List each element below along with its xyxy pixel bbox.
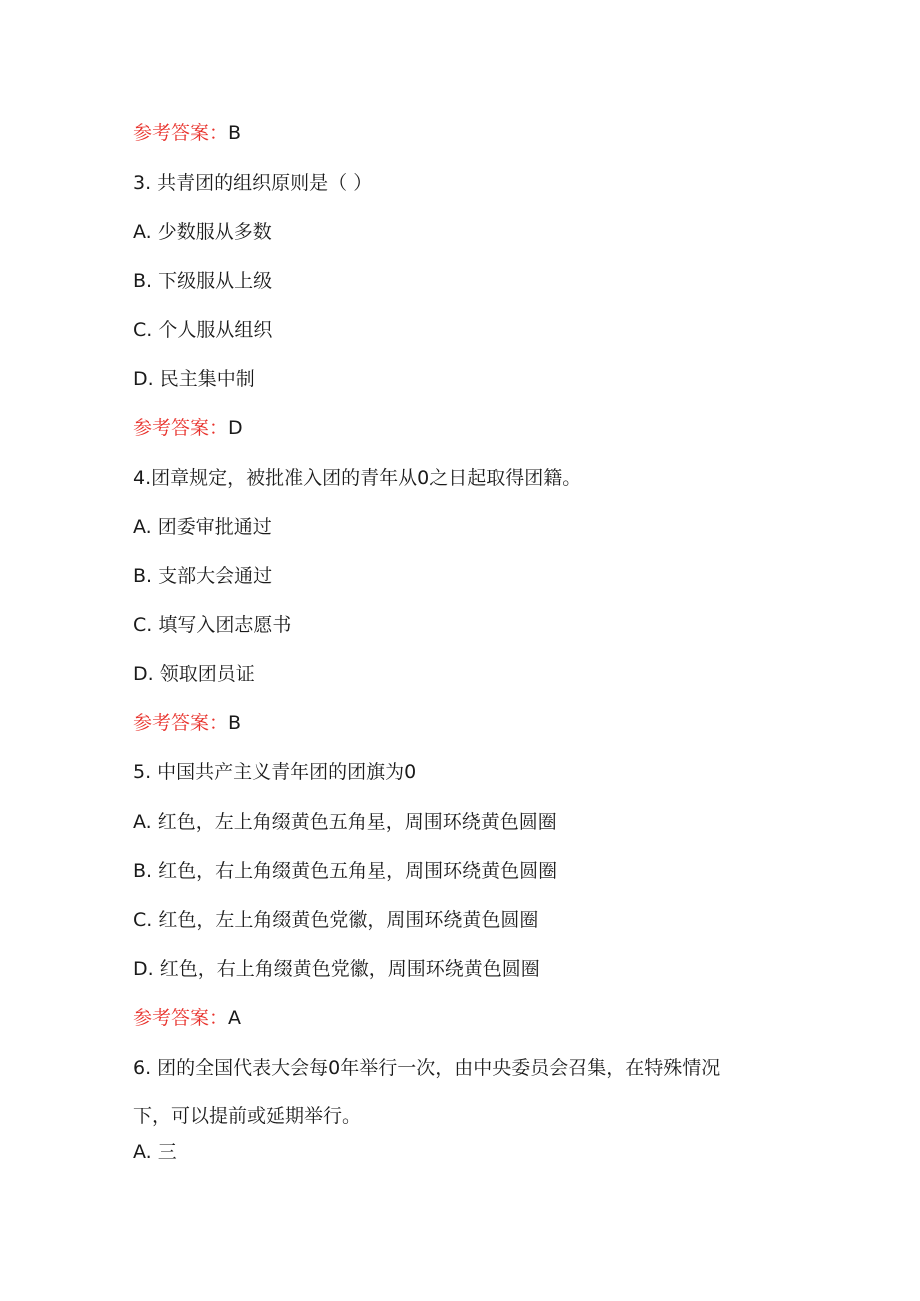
answer-label: 参考答案： [133,122,229,144]
question-stem-q6-line1: 6. 团的全国代表大会每0年举行一次，由中央委员会召集，在特殊情况 [133,1057,721,1079]
question-stem-q3: 3. 共青团的组织原则是（ ） [133,172,373,194]
answer-value: B [228,122,242,144]
answer-label: 参考答案： [133,712,229,734]
option-q5-b: B. 红色，右上角缀黄色五角星，周围环绕黄色圆圈 [133,860,558,882]
option-q5-c: C. 红色，左上角缀黄色党徽，周围环绕黄色圆圈 [133,909,539,931]
answer-value: D [228,417,243,439]
question-stem-q5: 5. 中国共产主义青年团的团旗为0 [133,761,417,783]
question-stem-q4: 4.团章规定，被批准入团的青年从0之日起取得团籍。 [133,467,582,489]
answer-value: A [228,1007,242,1029]
answer-line-q3 [133,416,243,440]
option-q3-d: D. 民主集中制 [133,368,255,390]
answer-label: 参考答案： [133,1007,229,1029]
answer-value: B [228,712,242,734]
answer-line-q5 [133,1006,241,1030]
answer-label: 参考答案： [133,417,229,439]
answer-line-q4 [133,711,241,735]
option-q3-a: A. 少数服从多数 [133,221,272,243]
answer-line-q2 [133,121,241,145]
option-q4-d: D. 领取团员证 [133,663,255,685]
option-q4-a: A. 团委审批通过 [133,516,272,538]
option-q3-b: B. 下级服从上级 [133,270,273,292]
option-q5-d: D. 红色，右上角缀黄色党徽，周围环绕黄色圆圈 [133,958,540,980]
option-q6-a: A. 三 [133,1141,177,1163]
option-q3-c: C. 个人服从组织 [133,319,273,341]
option-q4-c: C. 填写入团志愿书 [133,614,292,636]
option-q4-b: B. 支部大会通过 [133,565,273,587]
option-q5-a: A. 红色，左上角缀黄色五角星，周围环绕黄色圆圈 [133,811,557,833]
question-stem-q6-line2: 下，可以提前或延期举行。 [133,1105,362,1127]
